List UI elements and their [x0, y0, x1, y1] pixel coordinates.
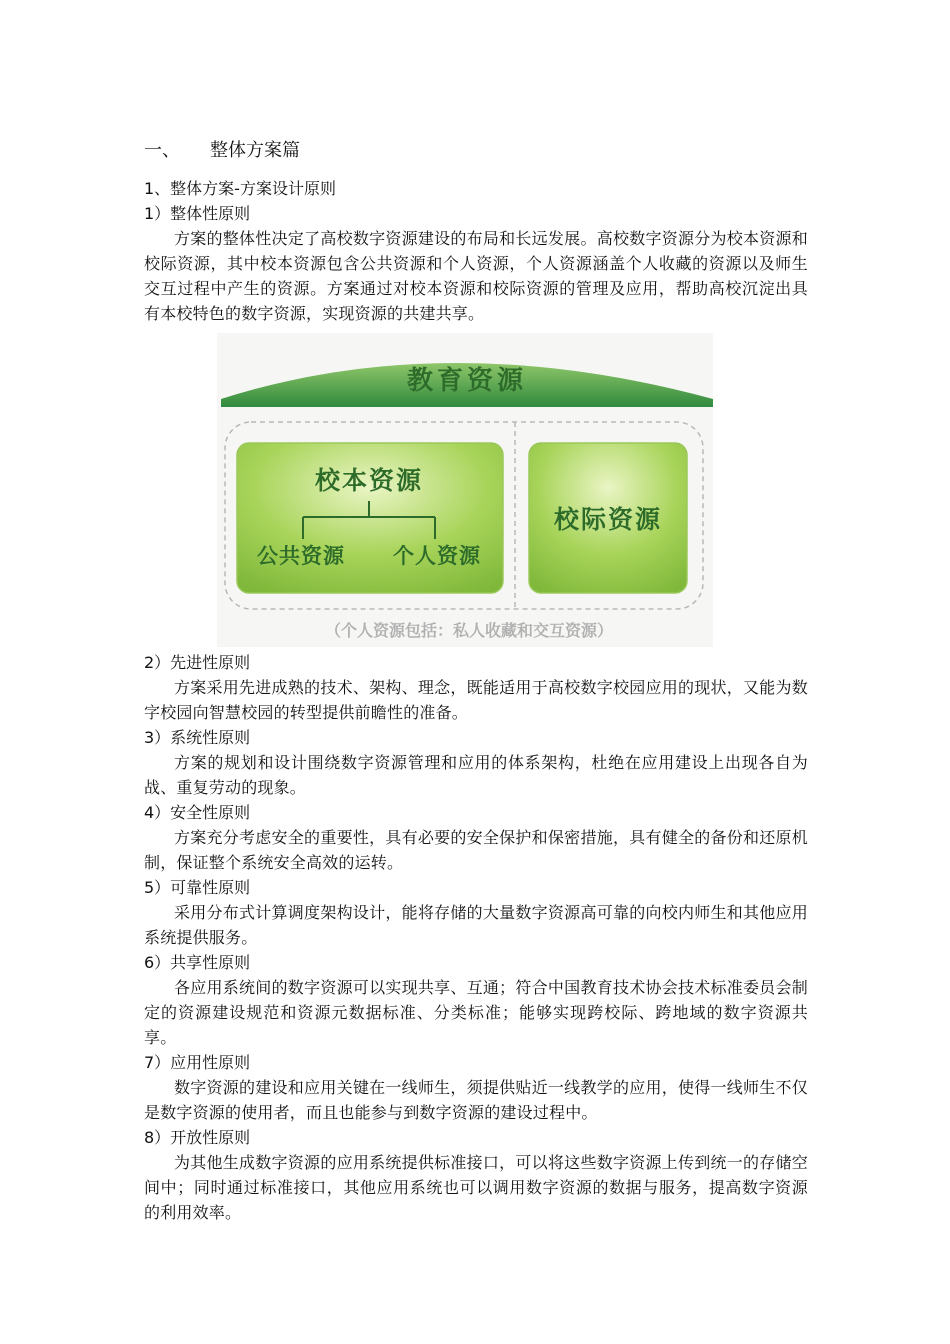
roof-label: 教育资源 [406, 366, 528, 396]
document-body [144, 176, 808, 1225]
chapter-title: 整体方案篇 [210, 140, 300, 161]
principle-label-5: 5）可靠性原则 [144, 878, 251, 897]
principle-text-4: 方案充分考虑安全的重要性，具有必要的安全保护和保密措施，具有健全的备份和还原机制，保证整个系统安全高效的运转。 [144, 828, 808, 872]
personal-resource-label: 个人资源 [393, 544, 481, 568]
principle-text-5: 采用分布式计算调度架构设计，能将存储的大量数字资源高可靠的向校内师生和其他应用系统提供服务。 [144, 903, 808, 947]
principle-text-1: 方案的整体性决定了高校数字资源建设的布局和长远发展。高校数字资源分为校本资源和校际资源，其中校本资源包含公共资源和个人资源，个人资源涵盖个人收藏的资源以及师生交互过程中产生的资源。方案通过对校本资源和校际资源的管理及应用，帮助高校沉淀出具有本校特色的数字资源，实现资源的共建共享。 [144, 229, 808, 323]
principle-label-2: 2）先进性原则 [144, 653, 251, 672]
section-title: 1、整体方案-方案设计原则 [144, 179, 336, 198]
principle-label-1: 1）整体性原则 [144, 204, 251, 223]
school-resource-label: 校本资源 [314, 466, 424, 495]
principle-label-7: 7）应用性原则 [144, 1053, 251, 1072]
principle-text-8: 为其他生成数字资源的应用系统提供标准接口，可以将这些数字资源上传到统一的存储空间中；同时通过标准接口，其他应用系统也可以调用数字资源的数据与服务，提高数字资源的利用效率。 [144, 1153, 808, 1222]
diagram-svg [217, 333, 713, 647]
principle-label-6: 6）共享性原则 [144, 953, 251, 972]
principle-text-3: 方案的规划和设计围绕数字资源管理和应用的体系架构，杜绝在应用建设上出现各自为战、重复劳动的现象。 [144, 753, 808, 797]
principle-text-7: 数字资源的建设和应用关键在一线师生，须提供贴近一线教学的应用，使得一线师生不仅是数字资源的使用者，而且也能参与到数字资源的建设过程中。 [144, 1078, 808, 1122]
chapter-number: 一、 [144, 140, 180, 161]
principle-text-2: 方案采用先进成熟的技术、架构、理念，既能适用于高校数字校园应用的现状，又能为数字校园向智慧校园的转型提供前瞻性的准备。 [144, 678, 808, 722]
resource-structure-diagram [217, 333, 713, 647]
diagram-caption: （个人资源包括：私人收藏和交互资源） [324, 621, 614, 640]
chapter-heading [144, 138, 300, 164]
inter-school-resource-label: 校际资源 [553, 505, 663, 534]
public-resource-label: 公共资源 [257, 544, 345, 568]
principle-text-6: 各应用系统间的数字资源可以实现共享、互通；符合中国教育技术协会技术标准委员会制定的资源建设规范和资源元数据标准、分类标准；能够实现跨校际、跨地域的数字资源共享。 [144, 978, 808, 1047]
principle-label-3: 3）系统性原则 [144, 728, 251, 747]
principle-label-8: 8）开放性原则 [144, 1128, 251, 1147]
principle-label-4: 4）安全性原则 [144, 803, 251, 822]
